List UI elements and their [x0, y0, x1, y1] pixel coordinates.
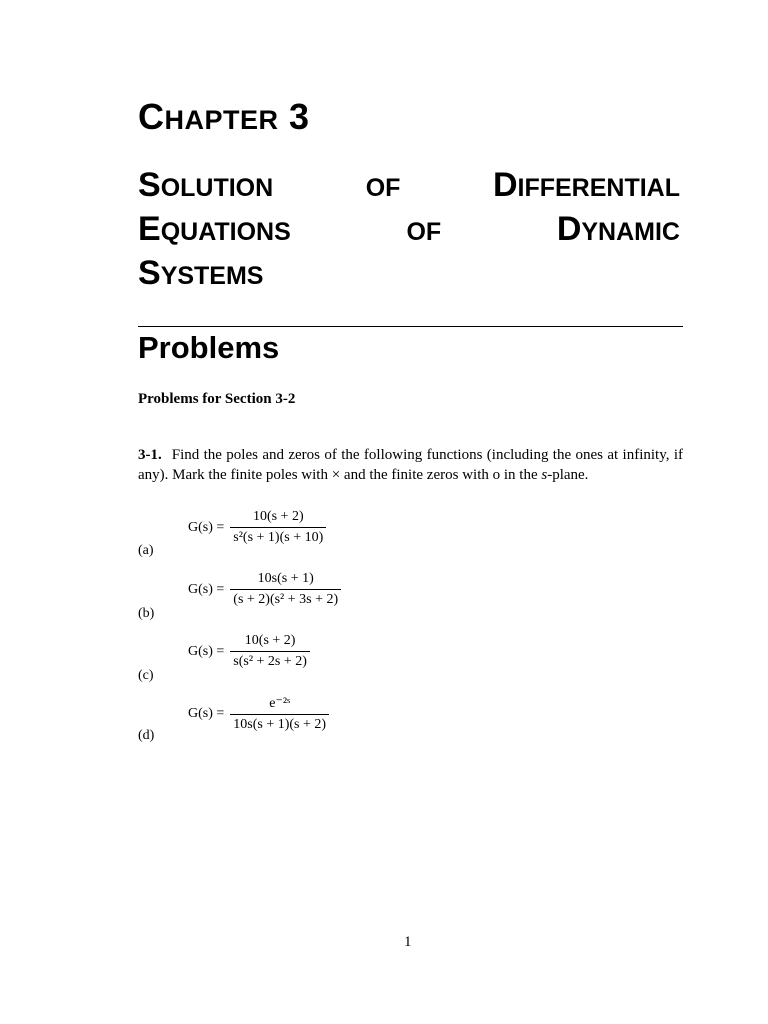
- title-word: DIFFERENTIAL: [492, 166, 680, 204]
- title-word: OF: [406, 218, 442, 246]
- numerator: 10(s + 2): [252, 509, 304, 524]
- chapter-title-line-2: [138, 210, 680, 249]
- denominator: (s + 2)(s² + 3s + 2): [230, 589, 341, 608]
- denominator: s²(s + 1)(s + 10): [230, 527, 326, 546]
- equation-c: [188, 633, 310, 670]
- chapter-number: 3: [289, 96, 310, 137]
- chapter-heading: [138, 96, 310, 138]
- horizontal-rule: [138, 326, 683, 327]
- title-word: SYSTEMS: [138, 254, 264, 292]
- page-number: 1: [404, 934, 412, 950]
- numerator: 10(s + 2): [244, 633, 296, 648]
- item-label-a: (a): [138, 543, 154, 558]
- item-label-c: (c): [138, 668, 154, 683]
- equation-lhs: G(s) =: [188, 581, 225, 597]
- chapter-word-rest: HAPTER: [164, 105, 279, 135]
- numerator: 10s(s + 1): [257, 571, 314, 586]
- fraction: [230, 509, 326, 546]
- title-word: DYNAMIC: [556, 210, 680, 248]
- title-word: SOLUTION: [138, 166, 274, 204]
- chapter-title-line-3: [138, 254, 680, 293]
- item-label-b: (b): [138, 606, 155, 621]
- item-label-d: (d): [138, 728, 155, 743]
- equation-a: [188, 509, 326, 546]
- section-heading: Problems for Section 3-2: [138, 391, 296, 407]
- equation-d: [188, 695, 329, 733]
- chapter-title-line-1: [138, 166, 680, 205]
- equation-lhs: G(s) =: [188, 706, 225, 721]
- problem-statement: 3-1. Find the poles and zeros of the following functions (including the ones at infinity, if any). Mark the finite poles with × and the finite zeros with o in the s-plane.: [138, 447, 683, 483]
- equation-lhs: G(s) =: [188, 643, 225, 659]
- fraction: [230, 633, 310, 670]
- title-word: EQUATIONS: [138, 210, 291, 248]
- fraction: [230, 571, 341, 608]
- problem-number: 3-1.: [138, 447, 162, 463]
- equation-b: [188, 571, 341, 608]
- equation-lhs: G(s) =: [188, 519, 225, 535]
- numerator: e⁻²ˢ: [269, 696, 291, 711]
- title-word: OF: [365, 174, 401, 202]
- denominator: 10s(s + 1)(s + 2): [230, 714, 329, 733]
- chapter-initial: C: [138, 96, 165, 137]
- fraction: [230, 695, 329, 733]
- denominator: s(s² + 2s + 2): [230, 651, 310, 670]
- problems-heading: Problems: [138, 330, 280, 365]
